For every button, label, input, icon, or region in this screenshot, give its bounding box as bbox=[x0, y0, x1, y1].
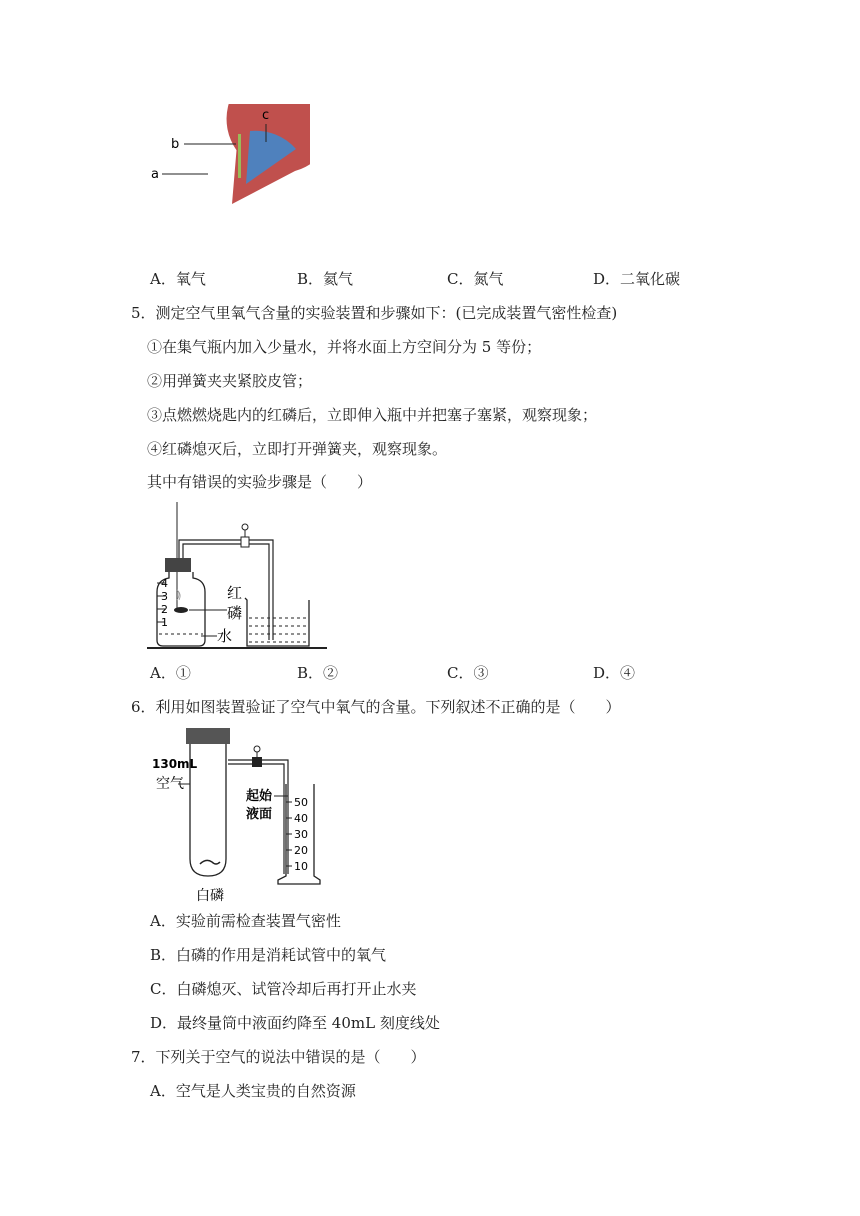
q7-option-a[interactable]: A．空气是人类宝贵的自然资源 bbox=[150, 1082, 356, 1100]
label-white-phosphorus: 白磷 bbox=[196, 888, 224, 904]
q4-option-d[interactable]: D．二氧化碳 bbox=[593, 270, 681, 288]
q5-option-b[interactable]: B．② bbox=[297, 664, 339, 682]
q4-option-a[interactable]: A．氧气 bbox=[150, 270, 206, 288]
q5-step-1: ①在集气瓶内加入少量水，并将水面上方空间分为 5 等份； bbox=[147, 338, 542, 356]
label-start-1: 起始 bbox=[246, 789, 273, 804]
mark-1: 1 bbox=[161, 616, 168, 629]
mark-3: 3 bbox=[161, 590, 168, 603]
label-a: a bbox=[151, 167, 159, 182]
label-red: 红 bbox=[227, 584, 243, 602]
q4-pie-figure bbox=[140, 104, 310, 260]
tick-20: 20 bbox=[294, 844, 308, 857]
label-b: b bbox=[171, 137, 180, 152]
tick-30: 30 bbox=[294, 828, 308, 841]
q4-option-b[interactable]: B．氦气 bbox=[297, 270, 354, 288]
q5-step-4: ④红磷熄灭后，立即打开弹簧夹，观察现象。 bbox=[147, 440, 448, 458]
q5-apparatus-figure bbox=[145, 500, 335, 652]
tube-stopper bbox=[186, 728, 230, 744]
tick-10: 10 bbox=[294, 860, 308, 873]
spring-clamp bbox=[241, 537, 249, 547]
connecting-tube bbox=[179, 540, 273, 640]
q6-option-a[interactable]: A．实验前需检查装置气密性 bbox=[150, 912, 341, 930]
mark-4: 4 bbox=[161, 577, 168, 590]
mark-2: 2 bbox=[161, 603, 168, 616]
beaker bbox=[245, 598, 309, 646]
q5-option-c[interactable]: C．③ bbox=[447, 664, 489, 682]
q4-option-c[interactable]: C．氮气 bbox=[447, 270, 504, 288]
q6-option-c[interactable]: C．白磷熄灭、试管冷却后再打开止水夹 bbox=[150, 980, 417, 998]
q6-stem: 6．利用如图装置验证了空气中氧气的含量。下列叙述不正确的是（ ） bbox=[131, 698, 621, 716]
label-start-2: 液面 bbox=[246, 807, 273, 822]
label-phosphorus: 磷 bbox=[227, 604, 243, 622]
label-air: 空气 bbox=[156, 776, 184, 792]
q5-question: 其中有错误的实验步骤是（ ） bbox=[147, 473, 373, 491]
tick-50: 50 bbox=[294, 796, 308, 809]
q6-option-d[interactable]: D．最终量筒中液面约降至 40mL 刻度线处 bbox=[150, 1014, 440, 1032]
stop-clamp bbox=[252, 757, 262, 767]
q5-step-2: ②用弹簧夹夹紧胶皮管； bbox=[147, 372, 313, 390]
q5-option-a[interactable]: A．① bbox=[150, 664, 191, 682]
white-phosphorus bbox=[200, 860, 220, 864]
q5-stem: 5．测定空气里氧气含量的实验装置和步骤如下：(已完成装置气密性检查) bbox=[131, 304, 618, 322]
stopper bbox=[165, 558, 191, 572]
label-water: 水 bbox=[217, 627, 233, 645]
label-c: c bbox=[262, 108, 270, 123]
q6-option-b[interactable]: B．白磷的作用是消耗试管中的氧气 bbox=[150, 946, 387, 964]
label-volume: 130mL bbox=[152, 757, 198, 771]
combustion-spoon bbox=[174, 607, 188, 613]
tick-40: 40 bbox=[294, 812, 308, 825]
q5-step-3: ③点燃燃烧匙内的红磷后，立即伸入瓶中并把塞子塞紧，观察现象； bbox=[147, 406, 598, 424]
q5-option-d[interactable]: D．④ bbox=[593, 664, 636, 682]
q6-apparatus-figure bbox=[148, 724, 328, 906]
pie-slice-b bbox=[238, 134, 241, 178]
q7-stem: 7．下列关于空气的说法中错误的是（ ） bbox=[131, 1048, 426, 1066]
